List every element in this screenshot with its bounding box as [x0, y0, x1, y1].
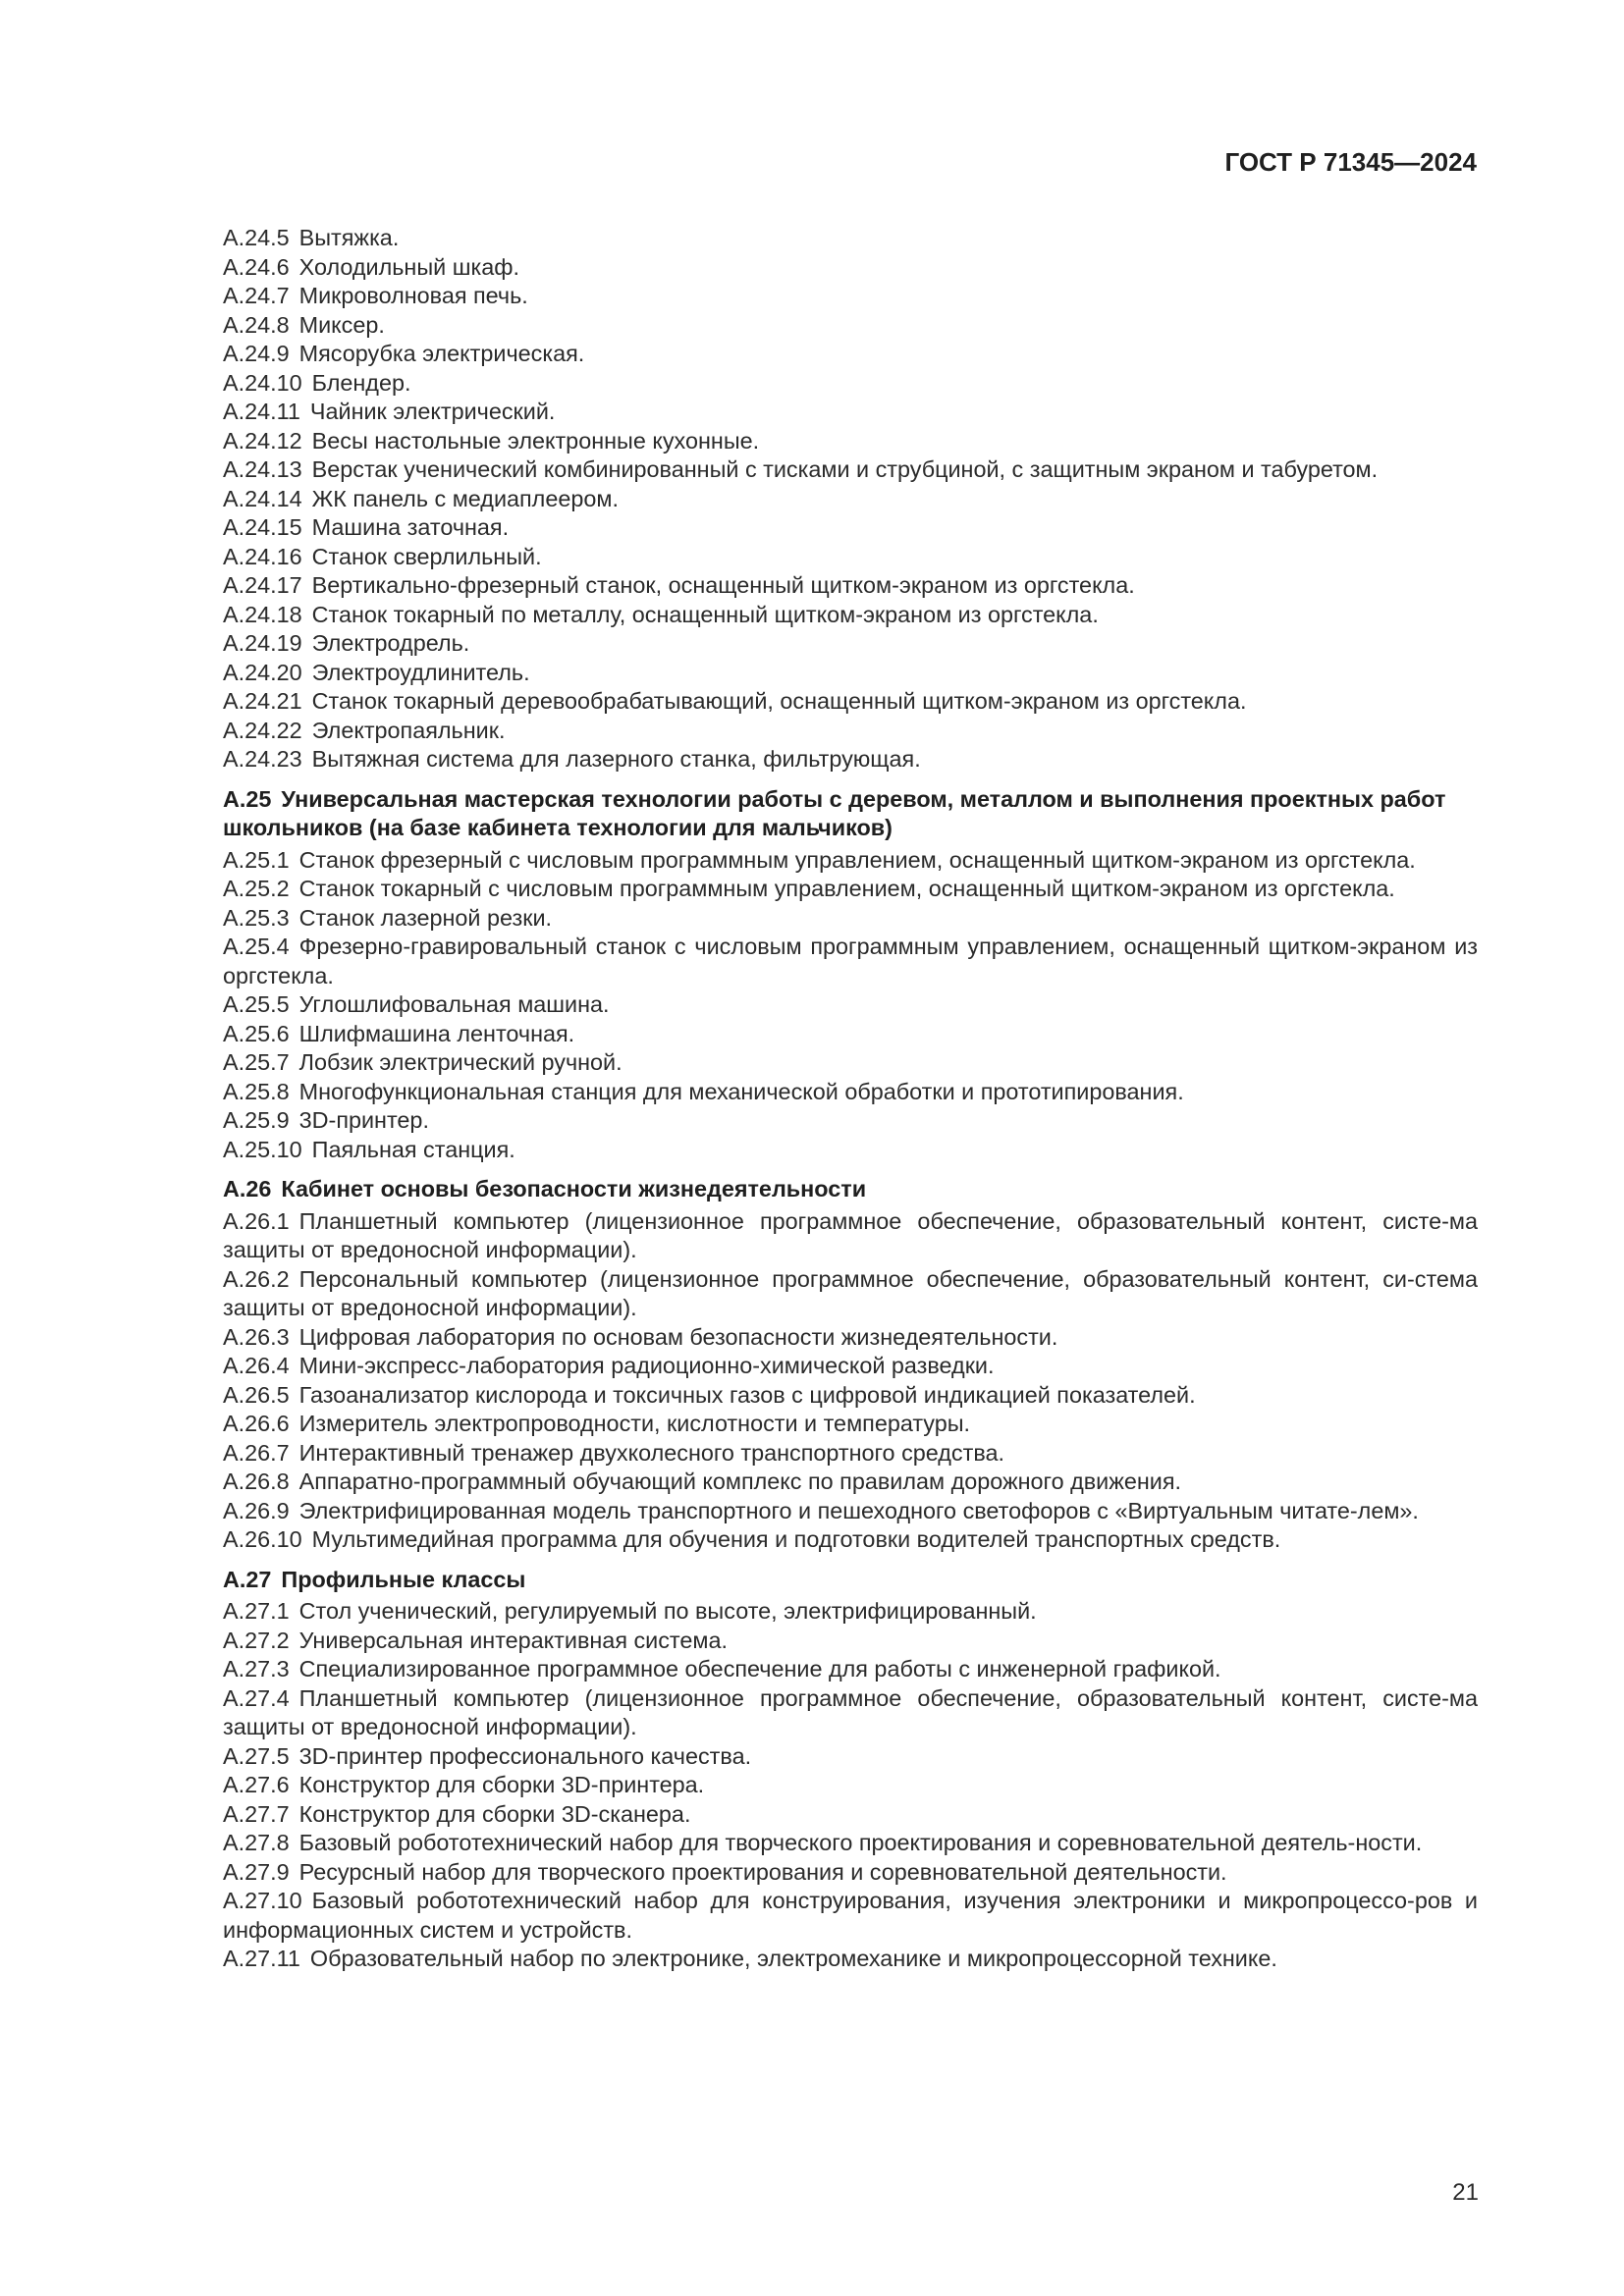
item-number: А.26.3 — [223, 1323, 290, 1350]
list-item — [152, 1655, 1478, 1684]
item-number: А.24.21 — [223, 688, 302, 714]
item-text: Многофункциональная станция для механической обработки и прототипирования. — [298, 1078, 1184, 1104]
list-item — [152, 904, 1478, 934]
item-text: Станок токарный с числовым программным управлением, оснащенный щитком-экраном из оргстекла. — [298, 876, 1395, 901]
section-title: Универсальная мастерская технологии работы с деревом, металлом и выполнения проектных работ школьников (на базе кабинета технологии для мальчиков) — [223, 785, 1446, 840]
list-item — [152, 398, 1478, 427]
list-item — [152, 1597, 1478, 1627]
item-text: Станок сверлильный. — [311, 543, 542, 569]
list-item — [152, 1627, 1478, 1656]
item-number: А.27.3 — [223, 1656, 290, 1682]
item-text: Электропаяльник. — [311, 717, 506, 743]
item-number: А.26.8 — [223, 1468, 290, 1494]
item-text: Фрезерно-гравировальный станок с числовым программным управлением, оснащенный щитком-экраном из оргстекла. — [223, 934, 1478, 988]
item-number: А.25.3 — [223, 904, 290, 931]
list-item — [152, 1684, 1478, 1742]
item-text: Верстак ученический комбинированный с тисками и струбциной, с защитным экраном и табуретом. — [311, 456, 1379, 482]
item-text: Машина заточная. — [311, 514, 510, 540]
section-number: А.27 — [223, 1566, 272, 1592]
item-number: А.24.7 — [223, 283, 290, 308]
item-text: Лобзик электрический ручной. — [298, 1049, 623, 1075]
list-item — [152, 1497, 1478, 1526]
item-text: Ресурсный набор для творческого проектирования и соревновательной деятельности. — [298, 1858, 1227, 1885]
list-item — [152, 687, 1478, 717]
item-number: А.27.5 — [223, 1742, 290, 1769]
item-text: Конструктор для сборки 3D-сканера. — [298, 1800, 691, 1827]
list-item — [152, 745, 1478, 774]
list-item — [152, 340, 1478, 369]
list-item — [152, 1858, 1478, 1888]
item-text: Микроволновая печь. — [298, 283, 528, 308]
list-item — [152, 1410, 1478, 1439]
item-text: Базовый робототехнический набор для конструирования, изучения электроники и микропроцессо-ров и информационных систем и устройств. — [223, 1888, 1478, 1943]
section-number: А.26 — [223, 1176, 272, 1201]
list-item — [152, 224, 1478, 253]
item-number: А.27.1 — [223, 1598, 290, 1624]
item-text: Измеритель электропроводности, кислотности и температуры. — [298, 1411, 971, 1436]
list-item — [152, 629, 1478, 659]
item-text: Весы настольные электронные кухонные. — [311, 427, 760, 454]
list-item — [152, 1323, 1478, 1353]
item-number: А.25.6 — [223, 1020, 290, 1046]
item-text: 3D-принтер. — [298, 1107, 429, 1133]
item-number: А.25.1 — [223, 846, 290, 873]
item-text: Интерактивный тренажер двухколесного транспортного средства. — [298, 1439, 1004, 1466]
document-header-code: ГОСТ Р 71345—2024 — [1224, 147, 1477, 177]
list-item — [152, 311, 1478, 341]
item-text: Планшетный компьютер (лицензионное программное обеспечение, образовательный контент, систе-ма защиты от вредоносной информации). — [223, 1684, 1478, 1739]
list-item — [152, 846, 1478, 876]
list-item — [152, 1945, 1478, 1974]
item-text: Станок токарный деревообрабатывающий, оснащенный щитком-экраном из оргстекла. — [311, 688, 1247, 714]
list-item — [152, 1771, 1478, 1800]
item-number: А.27.2 — [223, 1627, 290, 1653]
item-text: Конструктор для сборки 3D-принтера. — [298, 1772, 705, 1797]
item-number: А.24.9 — [223, 341, 290, 366]
list-item — [152, 659, 1478, 688]
list-item — [152, 1468, 1478, 1497]
item-text: Специализированное программное обеспечение для работы с инженерной графикой. — [298, 1656, 1221, 1682]
item-number: А.25.7 — [223, 1049, 290, 1075]
list-item — [152, 369, 1478, 399]
item-text: Персональный компьютер (лицензионное программное обеспечение, образовательный контент, си-стема защиты от вредоносной информации). — [223, 1265, 1478, 1320]
list-item — [152, 253, 1478, 283]
item-number: А.27.6 — [223, 1772, 290, 1797]
item-number: А.24.13 — [223, 456, 302, 482]
item-number: А.24.10 — [223, 369, 302, 396]
section-heading — [152, 785, 1478, 843]
list-item — [152, 875, 1478, 904]
item-text: Углошлифовальная машина. — [298, 991, 610, 1017]
item-number: А.24.16 — [223, 543, 302, 569]
list-item — [152, 601, 1478, 630]
list-item — [152, 1078, 1478, 1107]
item-number: А.26.10 — [223, 1526, 302, 1552]
item-text: Образовательный набор по электронике, электромеханике и микропроцессорной технике. — [309, 1946, 1277, 1971]
section-title: Кабинет основы безопасности жизнедеятельности — [281, 1176, 867, 1201]
item-number: А.25.9 — [223, 1107, 290, 1133]
item-number: А.26.2 — [223, 1265, 290, 1292]
item-text: Электроудлинитель. — [311, 659, 530, 685]
item-text: Миксер. — [298, 311, 385, 338]
list-item — [152, 571, 1478, 601]
item-number: А.24.5 — [223, 225, 290, 250]
item-text: Чайник электрический. — [309, 399, 556, 424]
item-text: Блендер. — [311, 369, 411, 396]
list-item — [152, 1207, 1478, 1265]
document-body — [152, 224, 1478, 1974]
list-item — [152, 1048, 1478, 1078]
item-text: Шлифмашина ленточная. — [298, 1020, 575, 1046]
item-number: А.26.4 — [223, 1353, 290, 1378]
item-text: Мини-экспресс-лаборатория радиоционно-химической разведки. — [298, 1353, 995, 1378]
section-heading — [152, 1175, 1478, 1204]
item-number: А.25.5 — [223, 991, 290, 1017]
list-item — [152, 1439, 1478, 1468]
list-item — [152, 1265, 1478, 1323]
item-number: А.25.2 — [223, 876, 290, 901]
list-item — [152, 1800, 1478, 1830]
list-item — [152, 543, 1478, 572]
item-number: А.27.7 — [223, 1800, 290, 1827]
item-text: Электрифицированная модель транспортного и пешеходного светофоров с «Виртуальным читате-лем». — [298, 1497, 1419, 1523]
list-item — [152, 990, 1478, 1020]
item-text: Станок фрезерный с числовым программным управлением, оснащенный щитком-экраном из оргстекла. — [298, 846, 1416, 873]
list-item — [152, 427, 1478, 456]
list-item — [152, 1020, 1478, 1049]
list-item — [152, 933, 1478, 990]
item-text: Электродрель. — [311, 630, 470, 656]
list-item — [152, 513, 1478, 543]
item-number: А.24.12 — [223, 427, 302, 454]
item-number: А.27.9 — [223, 1858, 290, 1885]
list-item — [152, 717, 1478, 746]
item-text: Аппаратно-программный обучающий комплекс по правилам дорожного движения. — [298, 1468, 1182, 1494]
list-item — [152, 1829, 1478, 1858]
item-text: Холодильный шкаф. — [298, 253, 519, 280]
list-item — [152, 1136, 1478, 1165]
item-text: Базовый робототехнический набор для творческого проектирования и соревновательной деятель-ности. — [298, 1830, 1423, 1855]
item-number: А.26.5 — [223, 1381, 290, 1408]
item-text: ЖК панель с медиаплеером. — [311, 485, 619, 511]
item-text: Стол ученический, регулируемый по высоте, электрифицированный. — [298, 1598, 1037, 1624]
item-number: А.24.18 — [223, 601, 302, 627]
item-text: Газоанализатор кислорода и токсичных газов с цифровой индикацией показателей. — [298, 1381, 1196, 1408]
item-text: Мультимедийная программа для обучения и подготовки водителей транспортных средств. — [311, 1526, 1281, 1552]
item-number: А.24.6 — [223, 253, 290, 280]
item-text: Вертикально-фрезерный станок, оснащенный щитком-экраном из оргстекла. — [311, 572, 1135, 598]
item-number: А.24.17 — [223, 572, 302, 598]
item-number: А.24.14 — [223, 485, 302, 511]
page-number: 21 — [1452, 2179, 1479, 2206]
list-item — [152, 1352, 1478, 1381]
item-text: Вытяжка. — [298, 225, 400, 250]
item-number: А.26.7 — [223, 1439, 290, 1466]
item-number: А.24.8 — [223, 311, 290, 338]
list-item — [152, 1381, 1478, 1411]
item-text: Мясорубка электрическая. — [298, 341, 585, 366]
item-number: А.27.11 — [223, 1946, 300, 1971]
item-number: А.25.8 — [223, 1078, 290, 1104]
list-item — [152, 282, 1478, 311]
item-text: Планшетный компьютер (лицензионное программное обеспечение, образовательный контент, систе-ма защиты от вредоносной информации). — [223, 1207, 1478, 1262]
item-number: А.27.8 — [223, 1830, 290, 1855]
item-text: Цифровая лаборатория по основам безопасности жизнедеятельности. — [298, 1323, 1058, 1350]
item-number: А.27.4 — [223, 1684, 290, 1711]
item-text: Универсальная интерактивная система. — [298, 1627, 728, 1653]
list-item — [152, 455, 1478, 485]
list-item — [152, 1106, 1478, 1136]
item-number: А.26.6 — [223, 1411, 290, 1436]
item-text: Вытяжная система для лазерного станка, фильтрующая. — [311, 746, 921, 772]
item-number: А.25.4 — [223, 934, 290, 959]
section-number: А.25 — [223, 785, 272, 812]
item-number: А.24.19 — [223, 630, 302, 656]
item-number: А.25.10 — [223, 1136, 302, 1162]
item-number: А.24.22 — [223, 717, 302, 743]
item-text: Станок токарный по металлу, оснащенный щитком-экраном из оргстекла. — [311, 601, 1099, 627]
item-number: А.24.20 — [223, 659, 302, 685]
item-number: А.26.9 — [223, 1497, 290, 1523]
item-text: 3D-принтер профессионального качества. — [298, 1742, 752, 1769]
item-number: А.26.1 — [223, 1207, 290, 1234]
item-number: А.24.23 — [223, 746, 302, 772]
list-item — [152, 1525, 1478, 1555]
item-number: А.24.11 — [223, 399, 300, 424]
section-heading — [152, 1566, 1478, 1595]
list-item — [152, 1742, 1478, 1772]
item-text: Паяльная станция. — [311, 1136, 515, 1162]
section-title: Профильные классы — [281, 1566, 526, 1592]
item-text: Станок лазерной резки. — [298, 904, 553, 931]
list-item — [152, 485, 1478, 514]
item-number: А.27.10 — [223, 1888, 302, 1913]
item-number: А.24.15 — [223, 514, 302, 540]
list-item — [152, 1887, 1478, 1945]
